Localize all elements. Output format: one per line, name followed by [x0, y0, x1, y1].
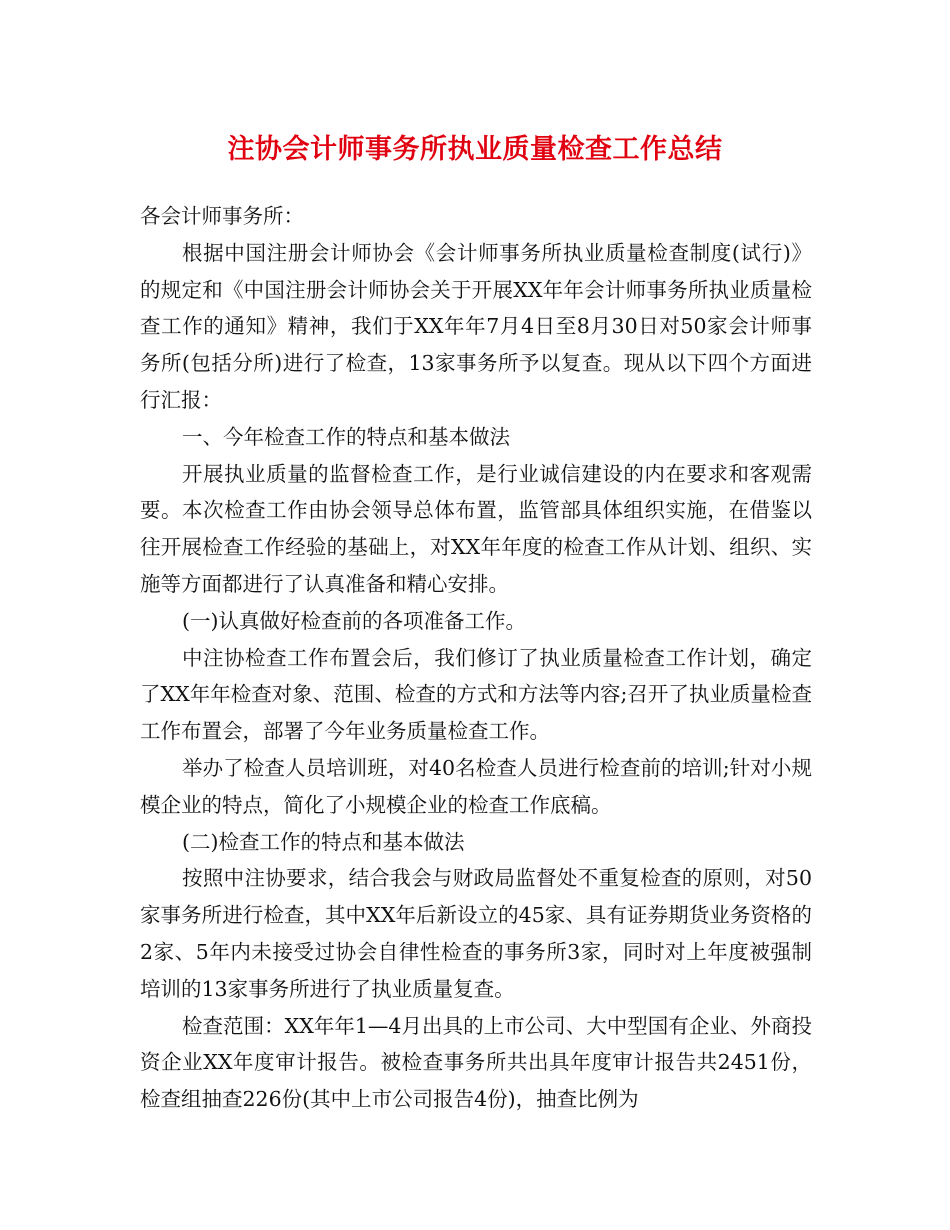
- document-title: 注协会计师事务所执业质量检查工作总结: [227, 134, 723, 165]
- paragraph-targets: 按照中注协要求，结合我会与财政局监督处不重复检查的原则，对50家事务所进行检查，其中XX年后新设立的45家、具有证券期货业务资格的2家、5年内未接受过协会自律性检查的事务所3家，同时对上年度被强制培训的13家事务所进行了执业质量复查。: [140, 866, 812, 1001]
- paragraph-training: 举办了检查人员培训班，对40名检查人员进行检查前的培训;针对小规模企业的特点，简化了小规模企业的检查工作底稿。: [140, 755, 812, 817]
- paragraph-preparation: 中注协检查工作布置会后，我们修订了执业质量检查工作计划，确定了XX年年检查对象、范围、检查的方式和方法等内容;召开了执业质量检查工作布置会，部署了今年业务质量检查工作。: [140, 645, 812, 744]
- paragraph-overview: 开展执业质量的监督检查工作，是行业诚信建设的内在要求和客观需要。本次检查工作由协会领导总体布置，监管部具体组织实施，在借鉴以往开展检查工作经验的基础上，对XX年年度的检查工作从计划、组织、实施等方面都进行了认真准备和精心安排。: [140, 461, 812, 596]
- paragraph-scope: 检查范围：XX年年1—4月出具的上市公司、大中型国有企业、外商投资企业XX年度审计报告。被检查事务所共出具年度审计报告共2451份，检查组抽查226份(其中上市公司报告4份)，抽查比例为: [140, 1013, 812, 1112]
- salutation: 各会计师事务所：: [140, 204, 304, 228]
- document-body: [140, 198, 812, 1118]
- section-heading-1: 一、今年检查工作的特点和基本做法: [182, 424, 510, 449]
- subsection-heading-1: (一)认真做好检查前的各项准备工作。: [182, 608, 526, 633]
- subsection-heading-2: (二)检查工作的特点和基本做法: [182, 829, 465, 854]
- paragraph-intro: 根据中国注册会计师协会《会计师事务所执业质量检查制度(试行)》的规定和《中国注册会计师协会关于开展XX年年会计师事务所执业质量检查工作的通知》精神，我们于XX年年7月4日至8月30日对50家会计师事务所(包括分所)进行了检查，13家事务所予以复查。现从以下四个方面进行汇报：: [140, 240, 812, 412]
